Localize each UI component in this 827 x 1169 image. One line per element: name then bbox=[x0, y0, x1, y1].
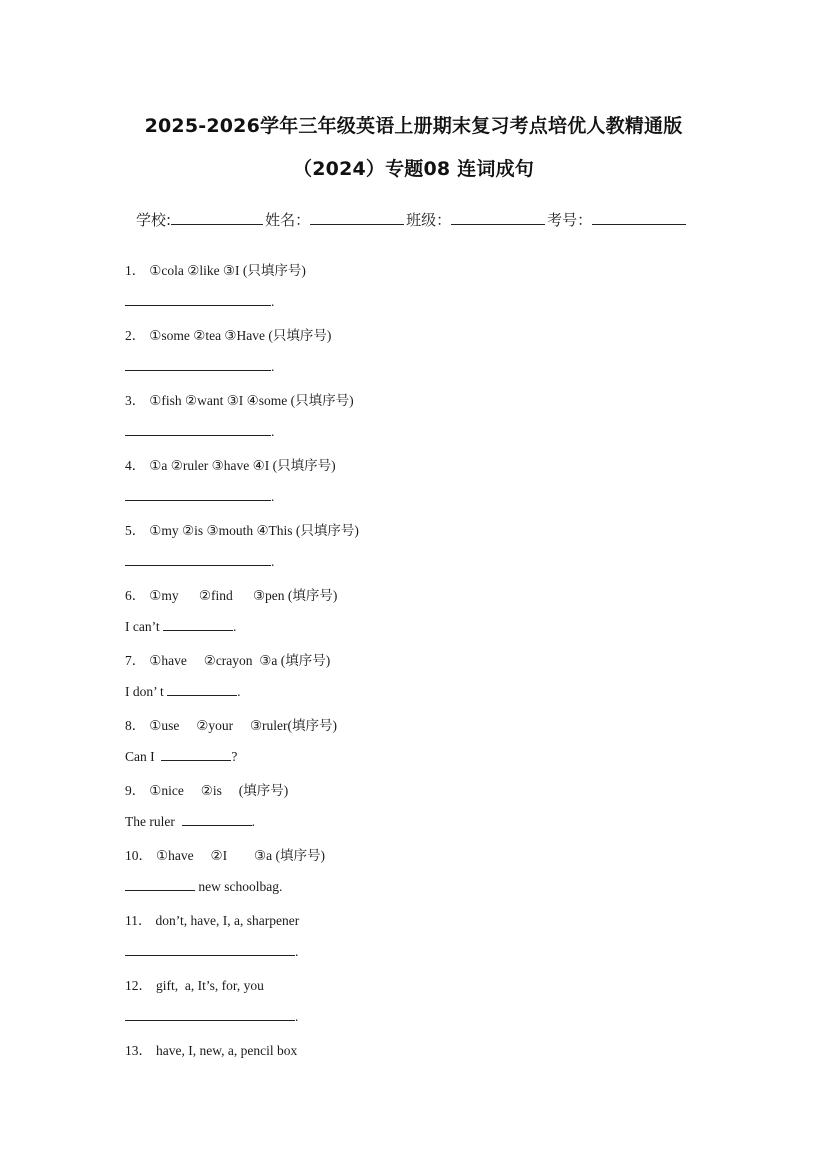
question-5 bbox=[125, 519, 359, 539]
answer-suffix: . bbox=[271, 489, 275, 504]
question-number: 7． bbox=[125, 653, 146, 668]
answer-suffix: . bbox=[295, 944, 299, 959]
answer-line-11 bbox=[125, 942, 298, 960]
answer-prefix: I don’ t bbox=[125, 684, 168, 699]
answer-blank[interactable] bbox=[163, 617, 233, 631]
class-field[interactable] bbox=[451, 210, 545, 225]
answer-line-6 bbox=[125, 617, 236, 635]
question-2 bbox=[125, 324, 331, 344]
answer-prefix: Can I bbox=[125, 749, 162, 764]
answer-suffix: ? bbox=[231, 749, 238, 764]
page-subtitle: （2024）专题08 连词成句 bbox=[293, 158, 534, 180]
question-12 bbox=[125, 974, 264, 994]
question-1 bbox=[125, 259, 306, 279]
answer-line-7 bbox=[125, 682, 241, 700]
question-text: ①nice ②is (填序号) bbox=[149, 783, 289, 798]
question-number: 6． bbox=[125, 588, 146, 603]
answer-line-4 bbox=[125, 487, 274, 505]
answer-suffix: . bbox=[271, 554, 275, 569]
answer-blank[interactable] bbox=[167, 682, 237, 696]
question-number: 4． bbox=[125, 458, 146, 473]
answer-blank[interactable] bbox=[125, 1007, 295, 1021]
question-9 bbox=[125, 779, 288, 799]
answer-line-9 bbox=[125, 812, 255, 830]
question-text: ①my ②is ③mouth ④This (只填序号) bbox=[149, 523, 359, 538]
question-text: ①my ②find ③pen (填序号) bbox=[149, 588, 338, 603]
name-field[interactable] bbox=[310, 210, 404, 225]
question-text: ①fish ②want ③I ④some (只填序号) bbox=[149, 393, 354, 408]
answer-suffix: new schoolbag. bbox=[195, 879, 283, 894]
question-8 bbox=[125, 714, 337, 734]
answer-line-10 bbox=[125, 877, 282, 895]
question-10 bbox=[125, 844, 325, 864]
answer-blank[interactable] bbox=[125, 552, 271, 566]
answer-suffix: . bbox=[271, 294, 275, 309]
answer-blank[interactable] bbox=[161, 747, 231, 761]
question-number: 9． bbox=[125, 783, 146, 798]
answer-prefix: The ruler bbox=[125, 814, 182, 829]
school-label: 学校: bbox=[136, 211, 172, 229]
question-11 bbox=[125, 909, 299, 929]
question-7 bbox=[125, 649, 330, 669]
answer-suffix: . bbox=[271, 424, 275, 439]
question-number: 5． bbox=[125, 523, 146, 538]
answer-line-1 bbox=[125, 292, 274, 310]
answer-prefix: I can’t bbox=[125, 619, 163, 634]
student-info-row bbox=[136, 209, 688, 230]
answer-suffix: . bbox=[271, 359, 275, 374]
page-title: 2025-2026学年三年级英语上册期末复习考点培优人教精通版 bbox=[144, 115, 683, 137]
question-text: ①some ②tea ③Have (只填序号) bbox=[149, 328, 332, 343]
answer-blank[interactable] bbox=[125, 422, 271, 436]
answer-line-5 bbox=[125, 552, 274, 570]
answer-line-8 bbox=[125, 747, 237, 765]
question-text: ①have ②I ③a (填序号) bbox=[156, 848, 326, 863]
answer-suffix: . bbox=[251, 814, 255, 829]
answer-blank[interactable] bbox=[125, 357, 271, 371]
question-text: have, I, new, a, pencil box bbox=[156, 1043, 298, 1058]
answer-suffix: . bbox=[237, 684, 241, 699]
answer-blank[interactable] bbox=[125, 942, 295, 956]
answer-line-2 bbox=[125, 357, 274, 375]
question-number: 1． bbox=[125, 263, 146, 278]
exam-number-label: 考号： bbox=[547, 211, 593, 229]
answer-line-3 bbox=[125, 422, 274, 440]
name-label: 姓名： bbox=[265, 211, 311, 229]
answer-blank[interactable] bbox=[125, 487, 271, 501]
answer-blank[interactable] bbox=[125, 292, 271, 306]
answer-suffix: . bbox=[232, 619, 237, 634]
answer-blank[interactable] bbox=[125, 877, 195, 891]
question-13 bbox=[125, 1039, 297, 1059]
class-label: 班级： bbox=[406, 211, 452, 229]
question-number: 3． bbox=[125, 393, 146, 408]
question-text: ①use ②your ③ruler(填序号) bbox=[149, 718, 338, 733]
question-number: 13． bbox=[125, 1043, 152, 1058]
question-number: 10． bbox=[125, 848, 152, 863]
question-number: 2． bbox=[125, 328, 146, 343]
question-text: ①have ②crayon ③a (填序号) bbox=[149, 653, 331, 668]
question-number: 8． bbox=[125, 718, 146, 733]
question-number: 12． bbox=[125, 978, 152, 993]
answer-suffix: . bbox=[295, 1009, 299, 1024]
question-text: ①a ②ruler ③have ④I (只填序号) bbox=[149, 458, 336, 473]
question-6 bbox=[125, 584, 337, 604]
question-4 bbox=[125, 454, 336, 474]
question-text: ①cola ②like ③I (只填序号) bbox=[149, 263, 306, 278]
school-field[interactable] bbox=[171, 210, 263, 225]
answer-blank[interactable] bbox=[182, 812, 252, 826]
answer-line-12 bbox=[125, 1007, 298, 1025]
question-text: gift, a, It’s, for, you bbox=[156, 978, 264, 993]
exam-number-field[interactable] bbox=[592, 210, 686, 225]
question-text: don’t, have, I, a, sharpener bbox=[155, 913, 300, 928]
question-3 bbox=[125, 389, 354, 409]
question-number: 11． bbox=[125, 913, 152, 928]
